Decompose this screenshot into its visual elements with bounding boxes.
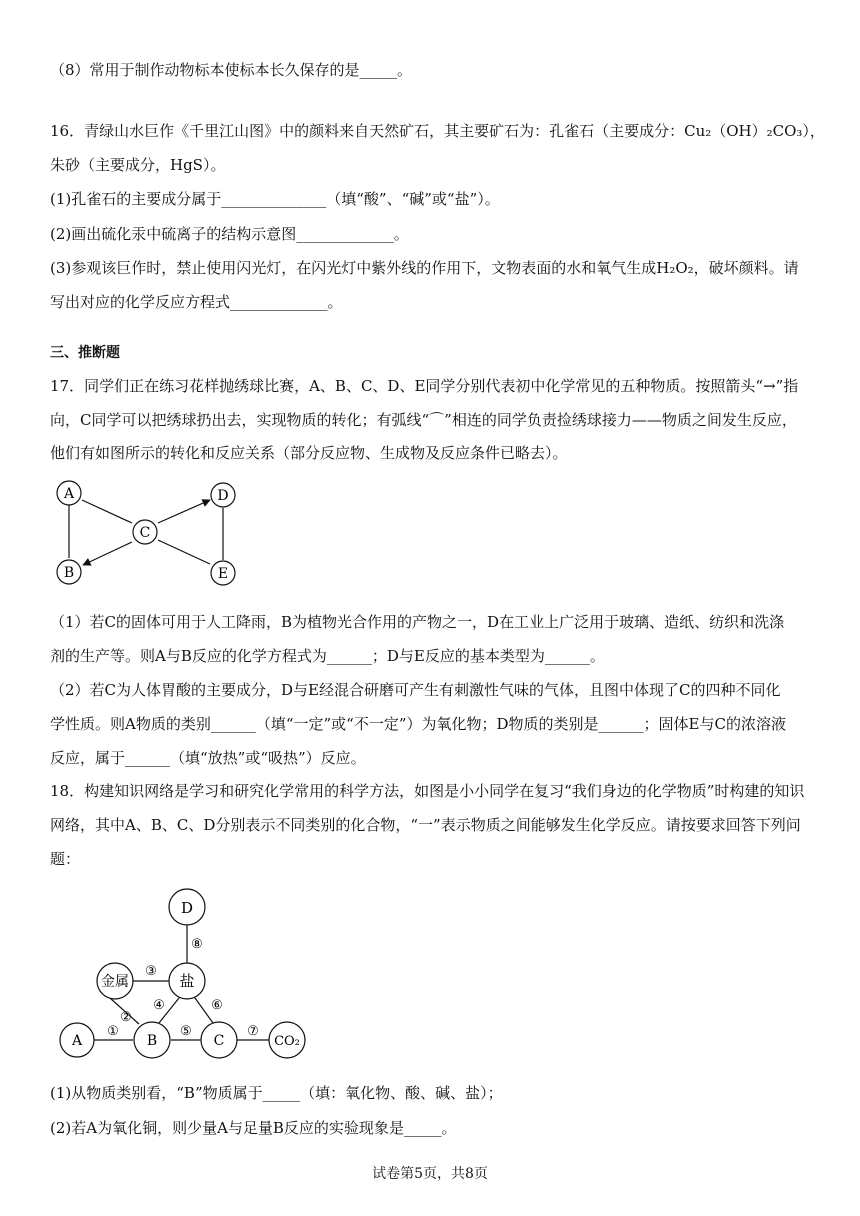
page-footer: 试卷第5页，共8页 — [372, 1166, 488, 1182]
node-e — [211, 561, 235, 585]
node-co2 — [269, 1022, 305, 1058]
svg-text:C: C — [213, 1033, 225, 1049]
q17-2-line2: 学性质。则A物质的类别______（填“一定”或“不一定”）为氧化物；D物质的类别是______；固体E与C的浓溶液 — [50, 715, 786, 733]
svg-text:D: D — [217, 488, 229, 504]
q18-stem-line1: 18．构建知识网络是学习和研究化学常用的科学方法，如图是小小同学在复习“我们身边的化学物质”时构建的知识 — [50, 782, 805, 800]
q16-stem-line1: 16．青绿山水巨作《千里江山图》中的颜料来自天然矿石，其主要矿石为：孔雀石（主要成分：Cu₂（OH）₂CO₃）， — [50, 122, 825, 140]
node-b — [134, 1022, 170, 1058]
q18-1-text: (1)从物质类别看，“B”物质属于_____（填：氧化物、酸、碱、盐）； — [50, 1084, 503, 1102]
edge-label-8: ⑧ — [191, 937, 203, 952]
svg-text:CO₂: CO₂ — [274, 1034, 300, 1049]
node-d — [211, 483, 235, 507]
section-heading: 三、推断题 — [50, 345, 120, 361]
node-d — [169, 889, 205, 925]
edge-label-6: ⑥ — [211, 998, 223, 1013]
node-metal — [97, 963, 133, 999]
q18-stem-line2: 网络，其中A、B、C、D分别表示不同类别的化合物，“一”表示物质之间能够发生化学反应。请按要求回答下列问 — [50, 816, 801, 834]
q16-stem-line2: 朱砂（主要成分，HgS）。 — [50, 156, 226, 174]
node-a — [57, 481, 81, 505]
q16-2-text: (2)画出硫化汞中硫离子的结构示意图_____________。 — [50, 225, 409, 243]
q17-1-line1: （1）若C的固体可用于人工降雨，B为植物光合作用的产物之一，D在工业上广泛用于玻璃、造纸、纺织和洗涤 — [50, 613, 785, 631]
edge-label-2: ② — [120, 1010, 132, 1025]
svg-text:金属: 金属 — [101, 974, 129, 990]
q17-stem-line2: 向，C同学可以把绣球扔出去，实现物质的转化；有弧线“⌒”相连的同学负责捡绣球接力——物质之间发生反应， — [50, 411, 797, 429]
q17-2-line3: 反应，属于______（填“放热”或“吸热”）反应。 — [50, 749, 366, 767]
svg-text:B: B — [146, 1033, 158, 1049]
q18-2-text: (2)若A为氧化铜，则少量A与足量B反应的实验现象是_____。 — [50, 1119, 457, 1137]
svg-text:B: B — [63, 565, 75, 581]
q17-1-line2: 剂的生产等。则A与B反应的化学方程式为______；D与E反应的基本类型为______。 — [50, 647, 605, 665]
svg-text:D: D — [180, 899, 194, 917]
edge-label-4: ④ — [153, 998, 165, 1013]
q18-stem-line3: 题： — [50, 850, 81, 868]
svg-text:盐: 盐 — [179, 972, 195, 990]
q16-3-text-line1: (3)参观该巨作时，禁止使用闪光灯，在闪光灯中紫外线的作用下，文物表面的水和氧气生成H₂O₂，破坏颜料。请 — [50, 259, 799, 277]
node-a — [60, 1023, 94, 1057]
svg-text:A: A — [63, 486, 75, 502]
edge-label-1: ① — [107, 1024, 119, 1039]
q18-diagram — [55, 885, 315, 1065]
node-b — [57, 560, 81, 584]
svg-text:E: E — [217, 566, 229, 582]
q17-stem-line1: 17．同学们正在练习花样抛绣球比赛，A、B、C、D、E同学分别代表初中化学常见的五种物质。按照箭头“→”指 — [50, 377, 799, 395]
edge-label-7: ⑦ — [247, 1024, 259, 1039]
node-c — [201, 1022, 237, 1058]
svg-text:C: C — [139, 525, 151, 541]
q16-1-text: (1)孔雀石的主要成分属于______________（填“酸”、“碱”或“盐”）。 — [50, 190, 500, 208]
q16-3-text-line2: 写出对应的化学反应方程式_____________。 — [50, 293, 343, 311]
q17-diagram — [50, 480, 250, 590]
q15-8-text: （8）常用于制作动物标本使标本长久保存的是_____。 — [50, 61, 413, 79]
q17-2-line1: （2）若C为人体胃酸的主要成分，D与E经混合研磨可产生有刺激性气味的气体，且图中体现了C的四种不同化 — [50, 681, 781, 699]
edge-label-3: ③ — [145, 964, 157, 979]
edge-label-5: ⑤ — [180, 1024, 192, 1039]
q17-stem-line3: 他们有如图所示的转化和反应关系（部分反应物、生成物及反应条件已略去）。 — [50, 444, 568, 462]
svg-text:A: A — [71, 1033, 83, 1049]
node-salt — [169, 963, 205, 999]
node-c — [133, 520, 157, 544]
